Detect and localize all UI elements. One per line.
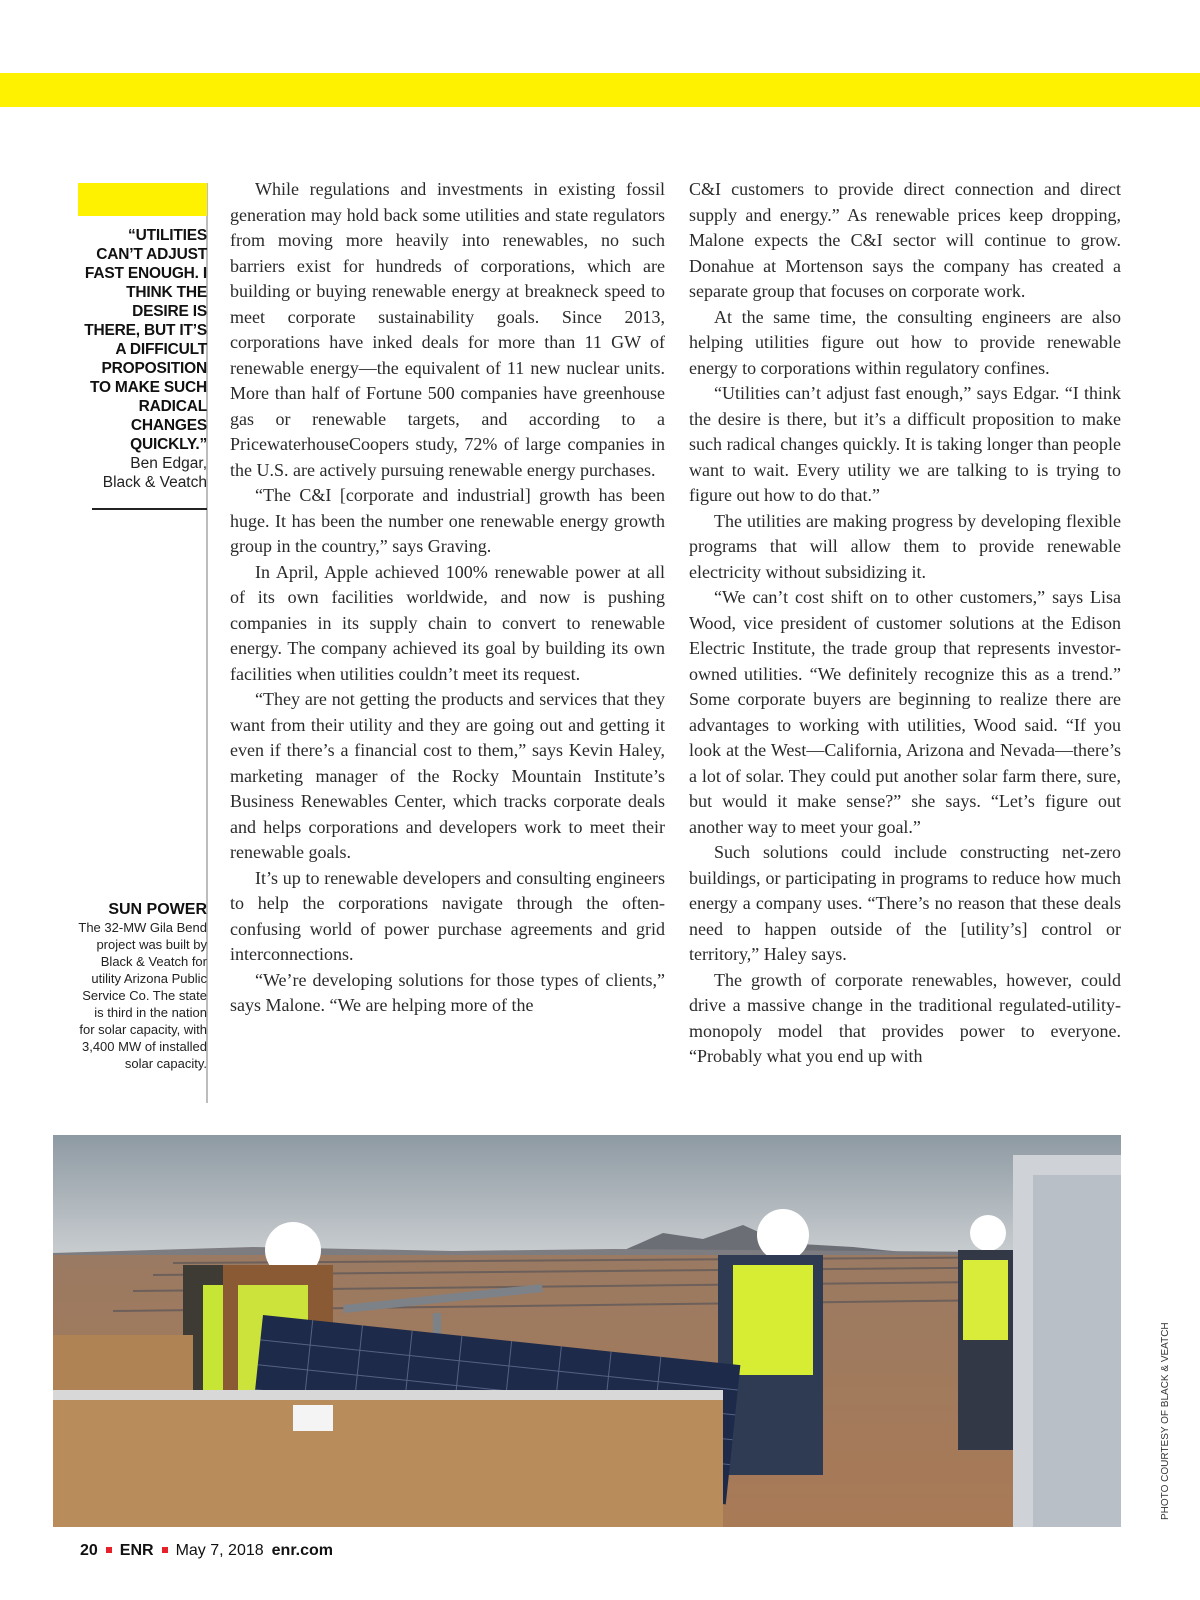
sidebar-accent-bar <box>78 183 207 216</box>
photo-credit: PHOTO COURTESY OF BLACK & VEATCH <box>1160 1322 1171 1520</box>
caption-text: The 32-MW Gila Bend project was built by Black & Veatch for utility Arizona Public Service Co. The state is third in the nation for solar capacity, with 3,400 MW of installed solar capacity. <box>78 920 207 1071</box>
paragraph: C&I customers to provide direct connection and direct supply and energy.” As renewable prices keep dropping, Malone expects the C&I sector will continue to grow. Donahue at Mortenson says the company has created a separate group that focuses on corporate work. <box>689 179 1121 301</box>
magazine-name: ENR <box>119 1542 154 1559</box>
article-column-2 <box>689 177 1121 1070</box>
paragraph: “We can’t cost shift on to other customers,” says Lisa Wood, vice president of customer solutions at the Edison Electric Institute, the trade group that represents investor-owned utilities. “We definitely recognize this as a trend.” Some corporate buyers are beginning to realize there are advantages to working with utilities, Wood said. “If you look at the West—California, Arizona and Nevada—there’s a lot of solar. They could put another solar farm there, sure, but would it make sense?” she says. “Let’s figure out another way to meet your goal.” <box>689 587 1121 837</box>
photo-caption <box>78 900 207 1072</box>
folio-separator-icon <box>106 1547 112 1553</box>
paragraph: “We’re developing solutions for those types of clients,” says Malone. “We are helping more of the <box>230 969 665 1015</box>
quote-attribution-name: Ben Edgar, <box>130 455 207 472</box>
paragraph: “The C&I [corporate and industrial] growth has been huge. It has been the number one renewable energy growth group in the country,” says Graving. <box>230 485 665 556</box>
website: enr.com <box>271 1542 333 1559</box>
quote-attribution-company: Black & Veatch <box>102 474 207 491</box>
caption-title: SUN POWER <box>108 901 207 918</box>
paragraph: “They are not getting the products and services that they want from their utility and they are going out and getting it even if there’s a financial cost to them,” says Kevin Haley, marketing manager of the Rocky Mountain Institute’s Business Renewables Center, which tracks corporate deals and helps corporations and developers work to meet their renewable goals. <box>230 689 665 862</box>
page-folio <box>80 1542 333 1560</box>
page-number: 20 <box>80 1542 98 1559</box>
paragraph: The utilities are making progress by developing flexible programs that will allow them to provide renewable electricity without subsidizing it. <box>689 510 1121 582</box>
sidebar-rule <box>92 508 207 510</box>
header-color-band <box>0 73 1200 107</box>
paragraph: Such solutions could include constructing net-zero buildings, or participating in programs to reduce how much energy a company uses. “There’s no reason that these deals need to happen outside of the [utility’s] control or territory,” Haley says. <box>689 842 1121 964</box>
solar-farm-photo <box>53 1135 1121 1527</box>
pull-quote: “UTILITIES CAN’T ADJUST FAST ENOUGH. I THINK THE DESIRE IS THERE, BUT IT’S A DIFFICULT PROPOSITION TO MAKE SUCH RADICAL CHANGES QUICKLY.” <box>84 227 207 453</box>
paragraph: It’s up to renewable developers and consulting engineers to help the corporations navigate through the often-confusing world of power purchase agreements and grid interconnections. <box>230 867 665 964</box>
paragraph: The growth of corporate renewables, however, could drive a massive change in the traditional regulated-utility-monopoly model that provides power to everyone. “Probably what you end up with <box>689 969 1121 1066</box>
folio-separator-icon <box>162 1547 168 1553</box>
article-column-1 <box>230 177 665 1019</box>
paragraph: “Utilities can’t adjust fast enough,” says Edgar. “I think the desire is there, but it’s a difficult proposition to make such radical changes quickly. It is taking longer than people want to wait. Every utility we are talking to is trying to figure out how to do that.” <box>689 383 1121 505</box>
paragraph: While regulations and investments in existing fossil generation may hold back some utilities and state regulators from moving more heavily into renewables, no such barriers exist for hundreds of corporations, which are building or buying renewable energy at breakneck speed to meet corporate sustainability goals. Since 2013, corporations have inked deals for more than 11 GW of renewable energy—the equivalent of 11 new nuclear units. More than half of Fortune 500 companies have greenhouse gas or renewable targets, and according to a PricewaterhouseCoopers study, 72% of large companies in the U.S. are actively pursuing renewable energy purchases. <box>230 179 665 480</box>
paragraph: In April, Apple achieved 100% renewable power at all of its own facilities worldwide, and now is pushing companies in its supply chain to convert to renewable energy. The company achieved its goal by building its own facilities when utilities couldn’t meet its request. <box>230 561 665 684</box>
pull-quote-sidebar <box>78 183 207 510</box>
paragraph: At the same time, the consulting engineers are also helping utilities figure out how to provide renewable energy to corporations within regulatory confines. <box>689 306 1121 378</box>
issue-date: May 7, 2018 <box>175 1542 264 1559</box>
